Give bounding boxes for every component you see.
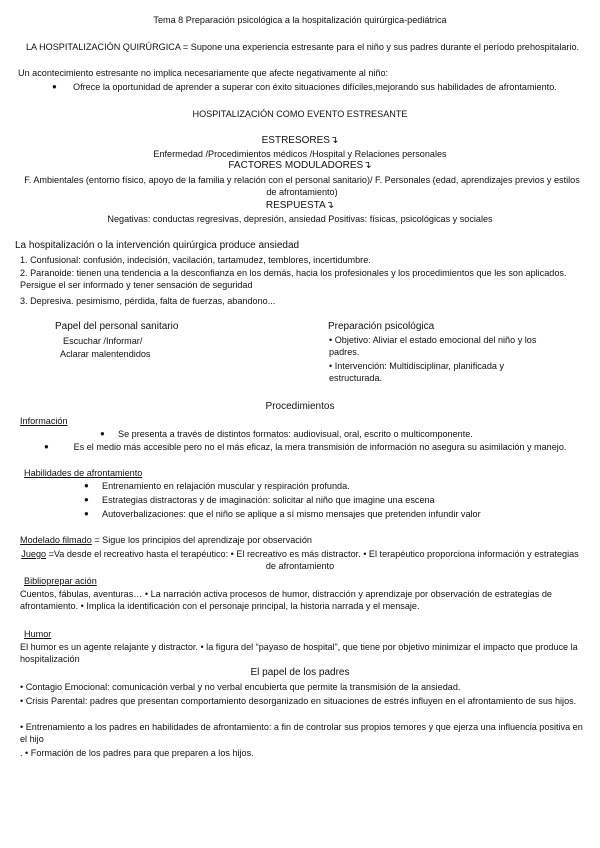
parents-item-4: . • Formación de los padres para que preparen a los hijos. [20,748,254,758]
biblio-text: Cuentos, fábulas, aventuras… • La narración activa procesos de humor, distracción y aprendizaje por observación de estrategias de afrontamiento. • Implica la identificación con el personaje principal, la historia narrada y el mensaje. [20,589,552,612]
anxiety-item-1: 1. Confusional: confusión, indecisión, vacilación, tartamudez, temblores, incertidumbre. [20,255,371,265]
information-heading: Información [20,416,68,426]
stress-heading: HOSPITALIZACIÓN COMO EVENTO ESTRESANTE [192,109,408,119]
parents-item-3: • Entrenamiento a los padres en habilidades de afrontamiento: a fin de controlar sus propios temores y que ejerza una influencia positiva en el hijo [20,722,583,745]
bullet-icon: ● [100,429,105,438]
response-label: RESPUESTA↴ [265,200,335,211]
bullet-icon: ● [84,509,89,518]
definition-paragraph: LA HOSPITALIZACIÓN QUIRÚRGICA = Supone una experiencia estresante para el niño y sus padres durante el período prehospitalario. [25,42,580,52]
bullet-icon: ● [44,442,49,451]
bullet-icon: ● [84,495,89,504]
coping-heading: Habilidades de afrontamiento [24,468,143,478]
arrow-icon: ↴ [363,160,372,171]
modeling-line [20,534,590,546]
parents-heading: El papel de los padres [250,667,350,678]
coping-bullet-3: Autoverbalizaciones: que el niño se aplique a sí mismo mensajes que pretenden infundir valor [102,509,481,519]
anxiety-item-2: 2. Paranoide: tienen una tendencia a la desconfianza en los demás, hacia los profesionales y los procedimientos que les son aplicados. Persigue el ser informado y tener sensación de seguridad [20,268,567,291]
parents-item-2: • Crisis Parental: padres que presentan comportamiento desorganizado en situaciones de estrés influyen en el afrontamiento de sus hijos. [20,696,577,706]
response-text: Negativas: conductas regresivas, depresión, ansiedad Positivas: físicas, psicológicas y sociales [107,214,493,224]
modeling-label: Modelado filmado [20,535,92,545]
psych-prep-intervention: • Intervención: Multidisciplinar, planificada y estructurada. [329,361,505,384]
psych-prep-title: Preparación psicológica [328,321,435,332]
staff-role-line1: Escuchar /Informar/ [63,336,143,346]
arrow-icon: ↴ [325,200,335,211]
play-paragraph [18,548,582,572]
bullet-icon: ● [84,481,89,490]
anxiety-intro: La hospitalización o la intervención quirúrgica produce ansiedad [15,240,300,251]
modulators-text: F. Ambientales (entorno físico, apoyo de la familia y relación con el personal sanitario)/ F. Personales (edad, aprendizajes previos y estilos de afrontamiento) [24,175,580,198]
arrow-icon: ↴ [329,135,339,146]
humor-heading: Humor [24,629,52,639]
modulators-label: FACTORES MODULADORES↴ [228,160,372,171]
humor-text: El humor es un agente relajante y distractor. • la figura del “payaso de hospital”, que tiene por objetivo minimizar el impacto que produce la hospitalización [20,642,578,665]
bullet-icon: ● [52,82,57,91]
stressors-label: ESTRESORES↴ [261,135,339,146]
event-bullet: Ofrece la oportunidad de aprender a superar con éxito situaciones difíciles,mejorando sus habilidades de afrontamiento. [73,82,557,92]
play-text: =Va desde el recreativo hasta el terapéutico: • El recreativo es más distractor. • El terapéutico proporciona información y estrategias de afrontamiento [46,549,579,572]
parents-item-1: • Contagio Emocional: comunicación verbal y no verbal encubierta que permite la transmisión de la ansiedad. [20,682,461,692]
anxiety-item-3: 3. Depresiva. pesimismo, pérdida, falta de fuerzas, abandono... [20,296,276,306]
psych-prep-objective: • Objetivo: Aliviar el estado emocional del niño y los padres. [329,335,537,358]
stressors-text: Enfermedad /Procedimientos médicos /Hospital y Relaciones personales [153,149,447,159]
biblio-heading: Biblioprepar ación [24,576,97,586]
document-title: Tema 8 Preparación psicológica a la hospitalización quirúrgica-pediátrica [153,15,447,25]
modeling-text: = Sigue los principios del aprendizaje por observación [91,535,312,545]
staff-role-title: Papel del personal sanitario [55,321,179,332]
play-label: Juego [21,549,47,559]
procedures-heading: Procedimientos [265,401,335,412]
coping-bullet-2: Estrategias distractoras y de imaginación: solicitar al niño que imagine una escena [102,495,435,505]
staff-role-line2: Aclarar malentendidos [60,349,151,359]
event-note: Un acontecimiento estresante no implica necesariamente que afecte negativamente al niño: [18,68,389,78]
information-bullet-1: Se presenta a través de distintos formatos: audiovisual, oral, escrito o multicomponente. [118,429,473,439]
information-bullet-2: Es el medio más accesible pero no el más eficaz, la mera transmisión de información no asegura su asimilación y manejo. [73,442,567,452]
coping-bullet-1: Entrenamiento en relajación muscular y respiración profunda. [102,481,350,491]
